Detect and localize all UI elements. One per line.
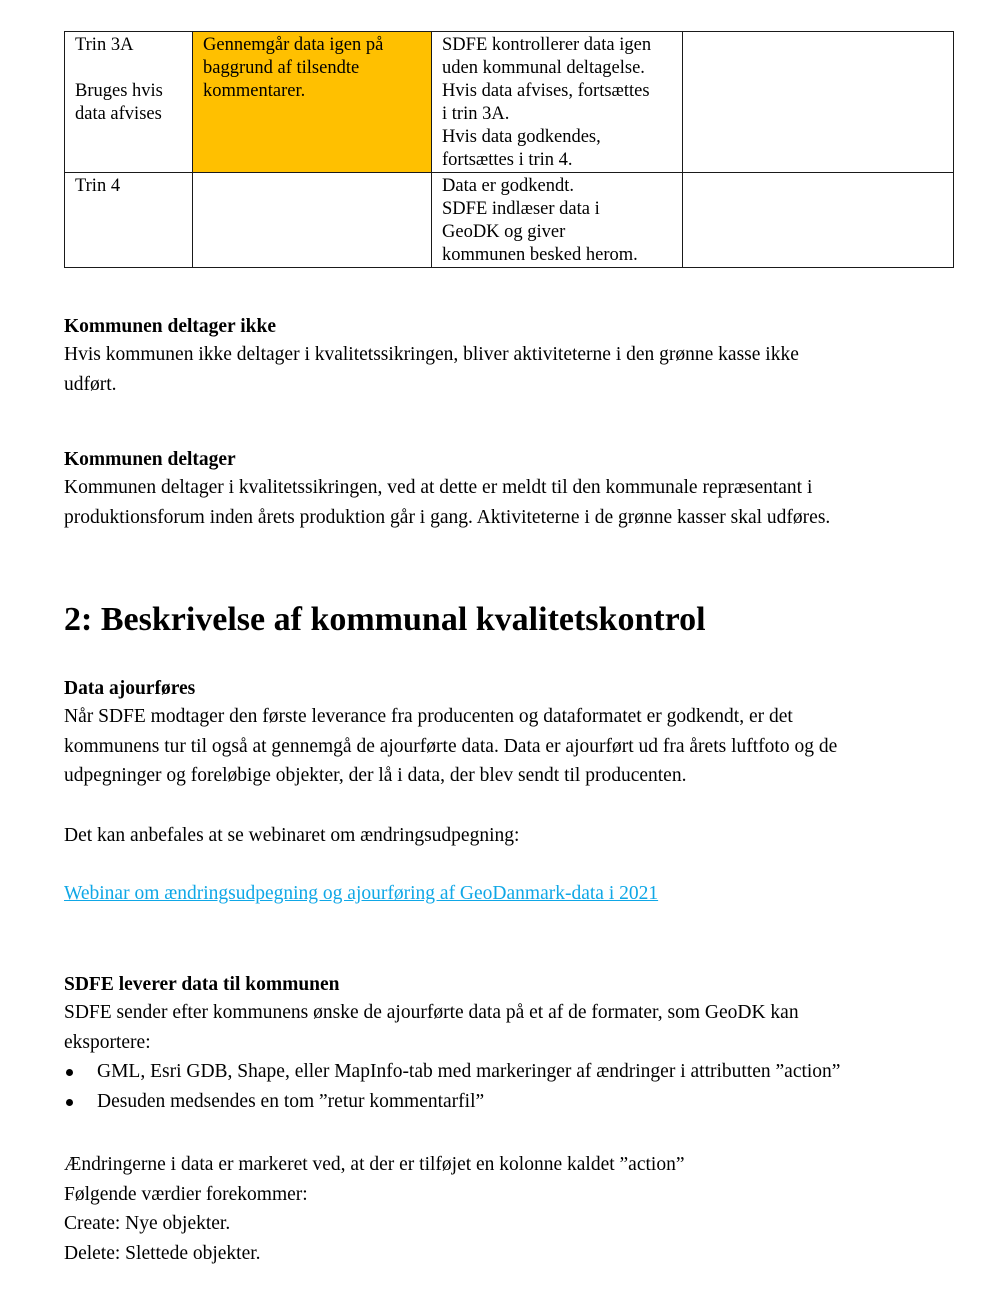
cell-text: SDFE indlæser data i [442, 199, 600, 219]
step-label: Trin 3A [75, 35, 134, 55]
text-line: Følgende værdier forekommer: [64, 1183, 308, 1205]
notes-cell [683, 32, 954, 173]
cell-text: fortsættes i trin 4. [442, 150, 573, 170]
step-note: Bruges hvis [75, 81, 163, 101]
bullet-icon [66, 1099, 73, 1106]
section-heading: Kommunen deltager [64, 449, 236, 470]
section-changes [64, 1150, 684, 1268]
webinar-link[interactable]: Webinar om ændringsudpegning og ajourføring af GeoDanmark-data i 2021 [64, 883, 659, 904]
list-item-text: Desuden medsendes en tom ”retur kommentarfil” [97, 1090, 485, 1112]
municipality-activity-cell [193, 32, 432, 173]
section-data-updated [64, 676, 837, 791]
cell-text: Hvis data afvises, fortsættes [442, 81, 650, 101]
cell-text: uden kommunal deltagelse. [442, 58, 645, 78]
text-line: Delete: Slettede objekter. [64, 1242, 261, 1264]
text-line: eksportere: [64, 1031, 151, 1053]
text-line: Når SDFE modtager den første leverance fra producenten og dataformatet er godkendt, er det [64, 706, 793, 727]
cell-text: Gennemgår data igen på [203, 35, 384, 55]
table-row-trin-4 [65, 173, 954, 268]
chapter-title: 2: Beskrivelse af kommunal kvalitetskontrol [64, 601, 706, 638]
section-participating [64, 447, 830, 532]
text-line: Kommunen deltager i kvalitetssikringen, ved at dette er meldt til den kommunale repræsentant i [64, 477, 813, 498]
process-steps-table [64, 31, 954, 268]
municipality-activity-cell [193, 173, 432, 268]
cell-text: GeoDK og giver [442, 222, 566, 242]
step-cell [65, 32, 193, 173]
bullet-icon [66, 1069, 73, 1076]
cell-text: kommentarer. [203, 81, 306, 101]
cell-text: Hvis data godkendes, [442, 127, 601, 147]
text-line: produktionsforum inden årets produktion går i gang. Aktiviteterne i de grønne kasser skal udføres. [64, 506, 831, 528]
cell-text: SDFE kontrollerer data igen [442, 35, 652, 55]
text-line: udført. [64, 373, 117, 395]
cell-text: kommunen besked herom. [442, 245, 638, 265]
cell-text: Data er godkendt. [442, 176, 575, 196]
paragraph [64, 702, 837, 791]
notes-cell [683, 173, 954, 268]
step-cell [65, 173, 193, 268]
section-heading: Data ajourføres [64, 678, 196, 699]
paragraph [64, 340, 799, 399]
list-item-text: GML, Esri GDB, Shape, eller MapInfo-tab med markeringer af ændringer i attributten ”action” [97, 1061, 841, 1082]
sdfe-activity-cell [432, 32, 683, 173]
section-not-participating [64, 314, 799, 399]
text-line: Det kan anbefales at se webinaret om ændringsudpegning: [64, 825, 520, 846]
text-line: SDFE sender efter kommunens ønske de ajourførte data på et af de formater, som GeoDK kan [64, 1002, 799, 1023]
text-line: Create: Nye objekter. [64, 1213, 231, 1234]
cell-text: i trin 3A. [442, 104, 510, 124]
step-note: data afvises [75, 104, 162, 124]
list-item [64, 1057, 840, 1087]
sdfe-activity-cell [432, 173, 683, 268]
list-item [64, 1087, 840, 1117]
text-line: Hvis kommunen ikke deltager i kvalitetssikringen, bliver aktiviteterne i den grønne kasse ikke [64, 344, 799, 365]
step-label: Trin 4 [75, 176, 121, 196]
webinar-link-container [64, 879, 658, 909]
format-list [64, 1057, 840, 1116]
section-heading: Kommunen deltager ikke [64, 316, 276, 337]
paragraph [64, 473, 830, 532]
paragraph [64, 998, 840, 1057]
recommendation-text [64, 821, 519, 851]
section-heading: SDFE leverer data til kommunen [64, 974, 340, 995]
text-line: udpegninger og foreløbige objekter, der lå i data, der blev sendt til producenten. [64, 765, 687, 786]
section-sdfe-delivers [64, 972, 840, 1116]
text-line: Ændringerne i data er markeret ved, at der er tilføjet en kolonne kaldet ”action” [64, 1154, 685, 1175]
cell-text: baggrund af tilsendte [203, 58, 360, 78]
table-row-trin-3a [65, 32, 954, 173]
text-line: kommunens tur til også at gennemgå de ajourførte data. Data er ajourført ud fra årets luftfoto og de [64, 735, 838, 757]
